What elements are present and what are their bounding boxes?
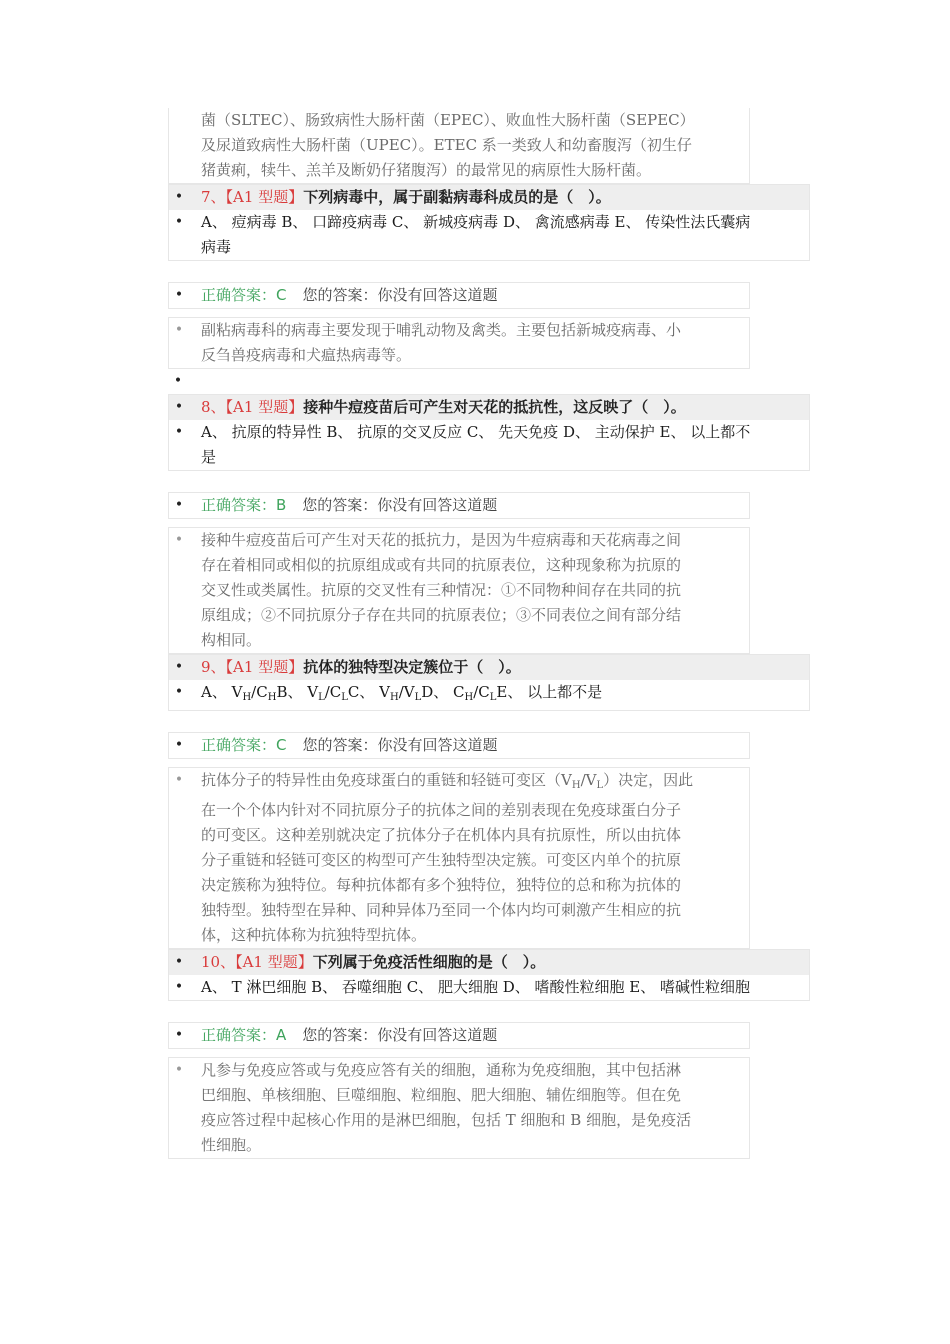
bullet: • [174, 1027, 184, 1043]
bullet: • [174, 322, 184, 338]
option-d [421, 683, 496, 701]
explanation-line [169, 1058, 749, 1083]
question-text: 接种牛痘疫苗后可产生对天花的抵抗性，这反映了（ ）。 [303, 398, 686, 416]
subscript: H [242, 692, 252, 703]
question-7 [168, 184, 810, 261]
answer-row [168, 282, 750, 309]
question-options [169, 975, 809, 1000]
bullet: • [174, 532, 184, 548]
explanation [168, 317, 750, 369]
explanation-text: /V [580, 771, 597, 789]
explanation-line: 构相同。 [201, 631, 262, 649]
subscript: L [596, 780, 604, 791]
bullet: • [174, 1062, 184, 1078]
bullet: • [174, 497, 184, 513]
your-answer: 您的答案：你没有回答这道题 [302, 1026, 498, 1044]
option-text: B、 V [276, 683, 319, 701]
answer-line [169, 733, 749, 758]
correct-answer: 正确答案：C [201, 286, 287, 304]
empty-item [168, 369, 813, 394]
question-list [168, 108, 813, 1159]
explanation-line: 巴细胞、单核细胞、巨噬细胞、粒细胞、肥大细胞、辅佐细胞等。但在免 [201, 1086, 682, 1104]
question-number: 10、 [201, 953, 236, 971]
bullet: • [174, 979, 184, 995]
question-10 [168, 949, 810, 1001]
answer-row [168, 732, 750, 759]
option-text: /C [324, 683, 342, 701]
explanation-line: 分子重链和轻链可变区的构型可产生独特型决定簇。可变区内单个的抗原 [201, 851, 682, 869]
options-line: A、 痘病毒 B、 口蹄疫病毒 C、 新城疫病毒 D、 禽流感病毒 E、 传染性法氏囊病 [201, 213, 751, 231]
subscript: L [489, 692, 497, 703]
explanation-text: 凡参与免疫应答或与免疫应答有关的细胞，通称为免疫细胞，其中包括淋 [201, 1061, 682, 1079]
answer-line [169, 283, 749, 308]
answer-row [168, 492, 750, 519]
question-options [169, 680, 809, 710]
explanation-line: 的可变区。这种差别就决定了抗体分子在机体内具有抗原性，所以由抗体 [201, 826, 682, 844]
option-text: D、 C [421, 683, 465, 701]
explanation-line: 猪黄痢，犊牛、羔羊及断奶仔猪腹泻）的最常见的病原性大肠杆菌。 [201, 161, 652, 179]
bullet: • [174, 737, 184, 753]
explanation-line [169, 768, 749, 798]
your-answer: 您的答案：你没有回答这道题 [302, 286, 498, 304]
option-text: /C [473, 683, 490, 701]
subscript: L [341, 692, 348, 703]
bullet: • [174, 399, 184, 415]
question-type: 【A1 型题】 [225, 658, 304, 676]
q6-explanation-tail [168, 108, 750, 184]
explanation-line: 原组成；②不同抗原分子存在共同的抗原表位；③不同表位之间有部分结 [201, 606, 682, 624]
explanation [168, 1057, 750, 1159]
explanation-line: 疫应答过程中起核心作用的是淋巴细胞，包括 T 细胞和 B 细胞，是免疫活 [201, 1111, 692, 1129]
option-a [201, 683, 276, 701]
option-text: /V [398, 683, 415, 701]
bullet: • [174, 189, 184, 205]
explanation-line: 独特型。独特型在异种、同种异体乃至同一个体内均可刺激产生相应的抗 [201, 901, 682, 919]
option-e: E、 以上都不是 [496, 683, 603, 701]
option-text: /C [251, 683, 268, 701]
explanation-line [169, 318, 749, 343]
question-title [169, 950, 809, 975]
explanation-line: 体，这种抗体称为抗独特型抗体。 [201, 926, 427, 944]
subscript: H [267, 692, 277, 703]
answer-row [168, 1022, 750, 1049]
explanation-line: 决定簇称为独特位。每种抗体都有多个独特位，独特位的总和称为抗体的 [201, 876, 682, 894]
subscript: L [318, 692, 325, 703]
question-title [169, 395, 809, 420]
question-options [169, 210, 809, 235]
question-number: 9、 [201, 658, 226, 676]
bullet: • [174, 684, 184, 700]
bullet: • [173, 373, 183, 389]
question-text: 下列病毒中，属于副黏病毒科成员的是（ ）。 [303, 188, 611, 206]
options-line: A、 T 淋巴细胞 B、 吞噬细胞 C、 肥大细胞 D、 嗜酸性粒细胞 E、 嗜碱性粒细胞 [201, 978, 750, 996]
answer-line [169, 493, 749, 518]
option-c [348, 683, 421, 701]
question-text: 抗体的独特型决定簇位于（ ）。 [303, 658, 521, 676]
explanation-line: 反刍兽疫病毒和犬瘟热病毒等。 [201, 346, 412, 364]
question-title [169, 185, 809, 210]
question-title [169, 655, 809, 680]
question-9 [168, 654, 810, 711]
explanation [168, 767, 750, 949]
subscript: L [414, 692, 422, 703]
correct-answer: 正确答案：A [201, 1026, 287, 1044]
explanation-line: 交叉性或类属性。抗原的交叉性有三种情况：①不同物种间存在共同的抗 [201, 581, 682, 599]
explanation-line: 及尿道致病性大肠杆菌（UPEC）。ETEC 系一类致人和幼畜腹泻（初生仔 [201, 136, 692, 154]
explanation-line: 在一个个体内针对不同抗原分子的抗体之间的差别表现在免疫球蛋白分子 [201, 801, 682, 819]
question-options-cont: 是 [201, 448, 217, 466]
your-answer: 您的答案：你没有回答这道题 [302, 496, 498, 514]
explanation-line: 性细胞。 [201, 1136, 262, 1154]
question-options-cont: 病毒 [201, 238, 232, 256]
bullet: • [174, 424, 184, 440]
explanation-text: 副粘病毒科的病毒主要发现于哺乳动物及禽类。主要包括新城疫病毒、小 [201, 321, 682, 339]
options-line: A、 抗原的特异性 B、 抗原的交叉反应 C、 先天免疫 D、 主动保护 E、 以上都不 [201, 423, 751, 441]
answer-line [169, 1023, 749, 1048]
bullet: • [174, 214, 184, 230]
question-type: 【A1 型题】 [225, 188, 304, 206]
bullet: • [174, 954, 184, 970]
explanation-line: 存在着相同或相似的抗原组成或有共同的抗原表位，这种现象称为抗原的 [201, 556, 682, 574]
explanation-text: 抗体分子的特异性由免疫球蛋白的重链和轻链可变区（V [201, 771, 572, 789]
explanation-line [169, 528, 749, 553]
correct-answer: 正确答案：B [201, 496, 287, 514]
subscript: H [389, 692, 399, 703]
question-number: 7、 [201, 188, 226, 206]
explanation-text: ）决定，因此 [603, 771, 694, 789]
bullet: • [174, 659, 184, 675]
explanation-line: 菌（SLTEC）、肠致病性大肠杆菌（EPEC）、败血性大肠杆菌（SEPEC） [201, 111, 695, 129]
your-answer: 您的答案：你没有回答这道题 [302, 736, 498, 754]
question-number: 8、 [201, 398, 226, 416]
explanation [168, 527, 750, 654]
correct-answer: 正确答案：C [201, 736, 287, 754]
question-8 [168, 394, 810, 471]
question-text: 下列属于免疫活性细胞的是（ ）。 [312, 953, 546, 971]
option-b [276, 683, 347, 701]
bullet: • [174, 287, 184, 303]
option-text: A、 V [201, 683, 243, 701]
question-type: 【A1 型题】 [225, 398, 304, 416]
option-text: C、 V [347, 683, 390, 701]
question-options [169, 420, 809, 445]
question-type: 【A1 型题】 [235, 953, 313, 971]
explanation-text: 接种牛痘疫苗后可产生对天花的抵抗力，是因为牛痘病毒和天花病毒之间 [201, 531, 682, 549]
subscript: H [464, 692, 474, 703]
subscript: H [571, 780, 581, 791]
bullet: • [174, 772, 184, 788]
